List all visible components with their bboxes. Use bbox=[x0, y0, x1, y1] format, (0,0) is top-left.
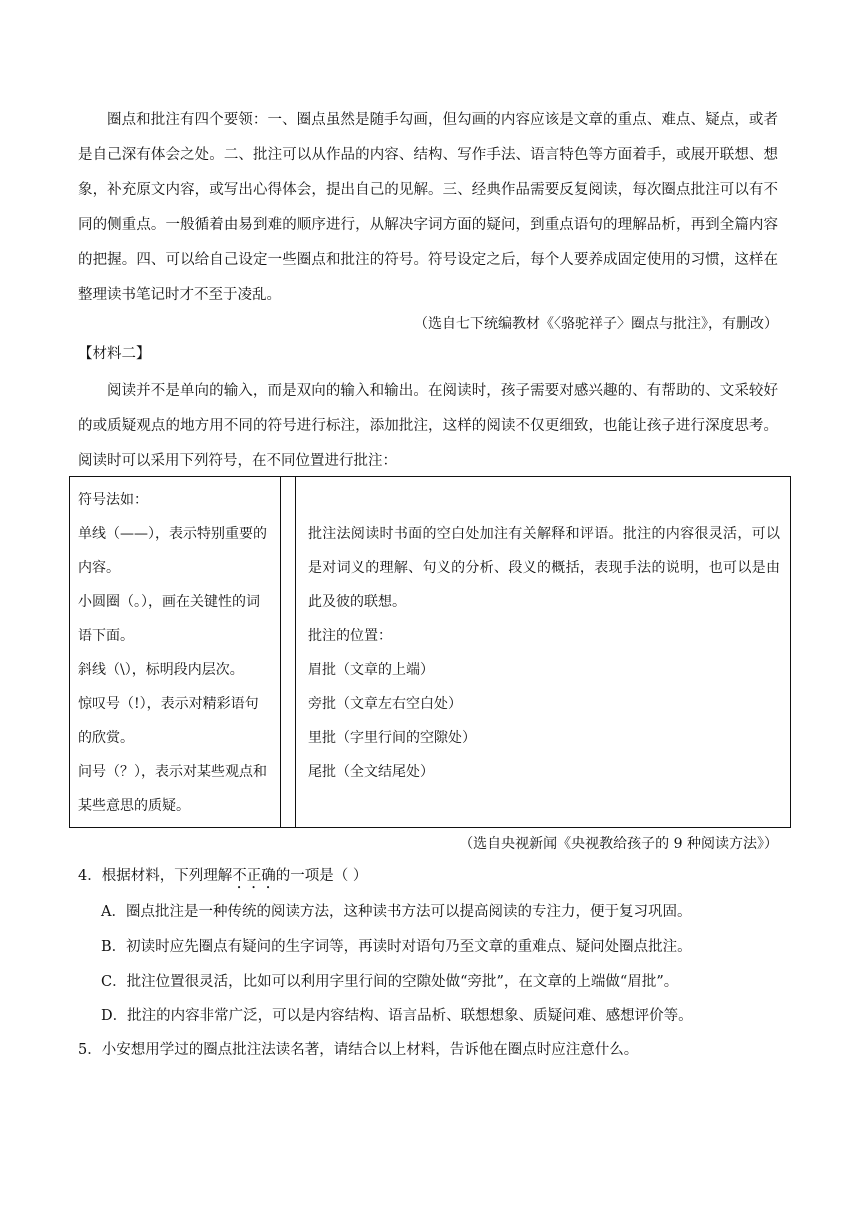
annotation-line: 尾批（全文结尾处） bbox=[308, 764, 434, 780]
annotation-line: 眉批（文章的上端） bbox=[308, 662, 434, 678]
symbol-line: 小圆圈（。），画在关键性的词语下面。 bbox=[78, 594, 260, 644]
material-1-source: （选自七下统编教材《〈骆驼祥子〉圈点与批注》，有删改） bbox=[414, 316, 778, 332]
symbol-line: 惊叹号（!），表示对精彩语句的欣赏。 bbox=[78, 696, 259, 746]
symbol-line: 符号法如： bbox=[78, 492, 148, 508]
question-4-prefix: 4．根据材料，下列理解 bbox=[78, 868, 233, 884]
annotation-method-cell bbox=[296, 477, 791, 828]
table-divider-cell bbox=[281, 477, 296, 828]
material-2-paragraph: 阅读并不是单向的输入，而是双向的输入和输出。在阅读时，孩子需要对感兴趣的、有帮助的、文采较好的或质疑观点的地方用不同的符号进行标注，添加批注，这样的阅读不仅更细致，也能让孩子进行深度思考。阅读时可以采用下列符号，在不同位置进行批注： bbox=[78, 383, 778, 469]
symbol-line: 问号（？），表示对某些观点和某些意思的质疑。 bbox=[78, 764, 267, 814]
material-2-source: （选自央视新闻《央视教给孩子的 9 种阅读方法》） bbox=[459, 836, 778, 852]
question-4-option-b: B．初读时应先圈点有疑问的生字词等，再读时对语句乃至文章的重难点、疑问处圈点批注。 bbox=[101, 939, 692, 955]
question-4-option-d: D．批注的内容非常广泛，可以是内容结构、语言品析、联想想象、质疑问难、感想评价等。 bbox=[101, 1008, 693, 1024]
symbol-line: 单线（——），表示特别重要的内容。 bbox=[78, 526, 267, 576]
question-5-stem: 5．小安想用学过的圈点批注法读名著，请结合以上材料，告诉他在圈点时应注意什么。 bbox=[78, 1042, 639, 1058]
annotation-intro: 批注法阅读时书面的空白处加注有关解释和评语。批注的内容很灵活，可以是对词义的理解、句义的分析、段义的概括，表现手法的说明，也可以是由此及彼的联想。 bbox=[308, 526, 780, 610]
question-4-option-c: C．批注位置很灵活，比如可以利用字里行间的空隙处做“旁批”，在文章的上端做“眉批”。 bbox=[101, 974, 679, 990]
material-2-heading: 【材料二】 bbox=[78, 346, 151, 362]
question-4-stem bbox=[78, 866, 367, 892]
material-1-paragraph: 圈点和批注有四个要领：一、圈点虽然是随手勾画，但勾画的内容应该是文章的重点、难点、疑点，或者是自己深有体会之处。二、批注可以从作品的内容、结构、写作手法、语言特色等方面着手，或展开联想、想象，补充原文内容，或写出心得体会，提出自己的见解。三、经典作品需要反复阅读，每次圈点批注可以有不同的侧重点。一般循着由易到难的顺序进行，从解决字词方面的疑问，到重点语句的理解品析，再到全篇内容的把握。四、可以给自己设定一些圈点和批注的符号。符号设定之后，每个人要养成固定使用的习惯，这样在整理读书笔记时才不至于凌乱。 bbox=[78, 112, 778, 303]
annotation-line: 旁批（文章左右空白处） bbox=[308, 696, 462, 712]
symbol-line: 斜线（\），标明段内层次。 bbox=[78, 662, 244, 678]
question-4-option-a: A．圈点批注是一种传统的阅读方法，这种读书方法可以提高阅读的专注力，便于复习巩固。 bbox=[101, 904, 692, 920]
symbol-method-cell bbox=[70, 477, 281, 828]
annotation-line: 批注的位置： bbox=[308, 628, 392, 644]
annotation-line: 里批（字里行间的空隙处） bbox=[308, 730, 476, 746]
annotation-symbols-table bbox=[69, 476, 791, 828]
question-4-emphasis: 不正确 bbox=[232, 868, 276, 884]
question-4-suffix: 的一项是（ ） bbox=[275, 868, 368, 884]
